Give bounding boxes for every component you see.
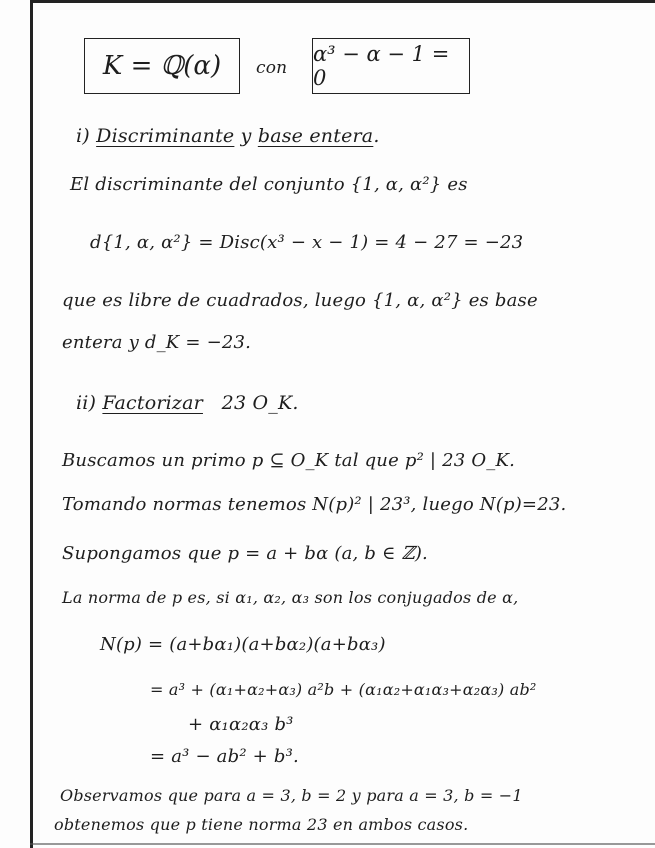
section2-line9: Observamos que para a = 3, b = 2 y para a = 3, b = −1 [60, 786, 523, 805]
section2-line1: Buscamos un primo p ⊆ O_K tal que p² | 23 O_K. [62, 450, 516, 471]
section1-line3: que es libre de cuadrados, luego {1, α, α²} es base [62, 290, 538, 311]
section2-line2: Tomando normas tenemos N(p)² | 23³, luego N(p)=23. [62, 494, 567, 515]
section1-line2: d{1, α, α²} = Disc(x³ − x − 1) = 4 − 27 = −23 [90, 232, 524, 253]
section2-line7: + α₁α₂α₃ b³ [188, 714, 294, 735]
section2-line8: = a³ − ab² + b³. [150, 746, 299, 767]
polynomial: α³ − α − 1 = 0 [313, 42, 450, 90]
section1-line1: El discriminante del conjunto {1, α, α²} es [70, 174, 468, 195]
page-bottom-edge [30, 843, 655, 845]
section1-line4: entera y d_K = −23. [62, 332, 252, 353]
section2-line6: = a³ + (α₁+α₂+α₃) a²b + (α₁α₂+α₁α₃+α₂α₃) ab² [150, 680, 537, 699]
section2-title: ii) Factorizar 23 O_K. [76, 392, 299, 414]
page-left-edge [30, 0, 33, 848]
section2-line5: N(p) = (a+bα₁)(a+bα₂)(a+bα₃) [100, 634, 386, 655]
field-definition-box [84, 38, 240, 94]
field-definition: K = ℚ(α) [102, 51, 222, 81]
section2-line10: obtenemos que p tiene norma 23 en ambos casos. [54, 815, 469, 834]
polynomial-box [312, 38, 470, 94]
section2-line4: La norma de p es, si α₁, α₂, α₃ son los conjugados de α, [62, 588, 519, 607]
section2-line3: Supongamos que p = a + bα (a, b ∈ ℤ). [62, 543, 428, 564]
con-word: con [256, 58, 288, 78]
page-top-edge [30, 0, 655, 3]
section1-title: i) Discriminante y base entera. [76, 125, 380, 147]
